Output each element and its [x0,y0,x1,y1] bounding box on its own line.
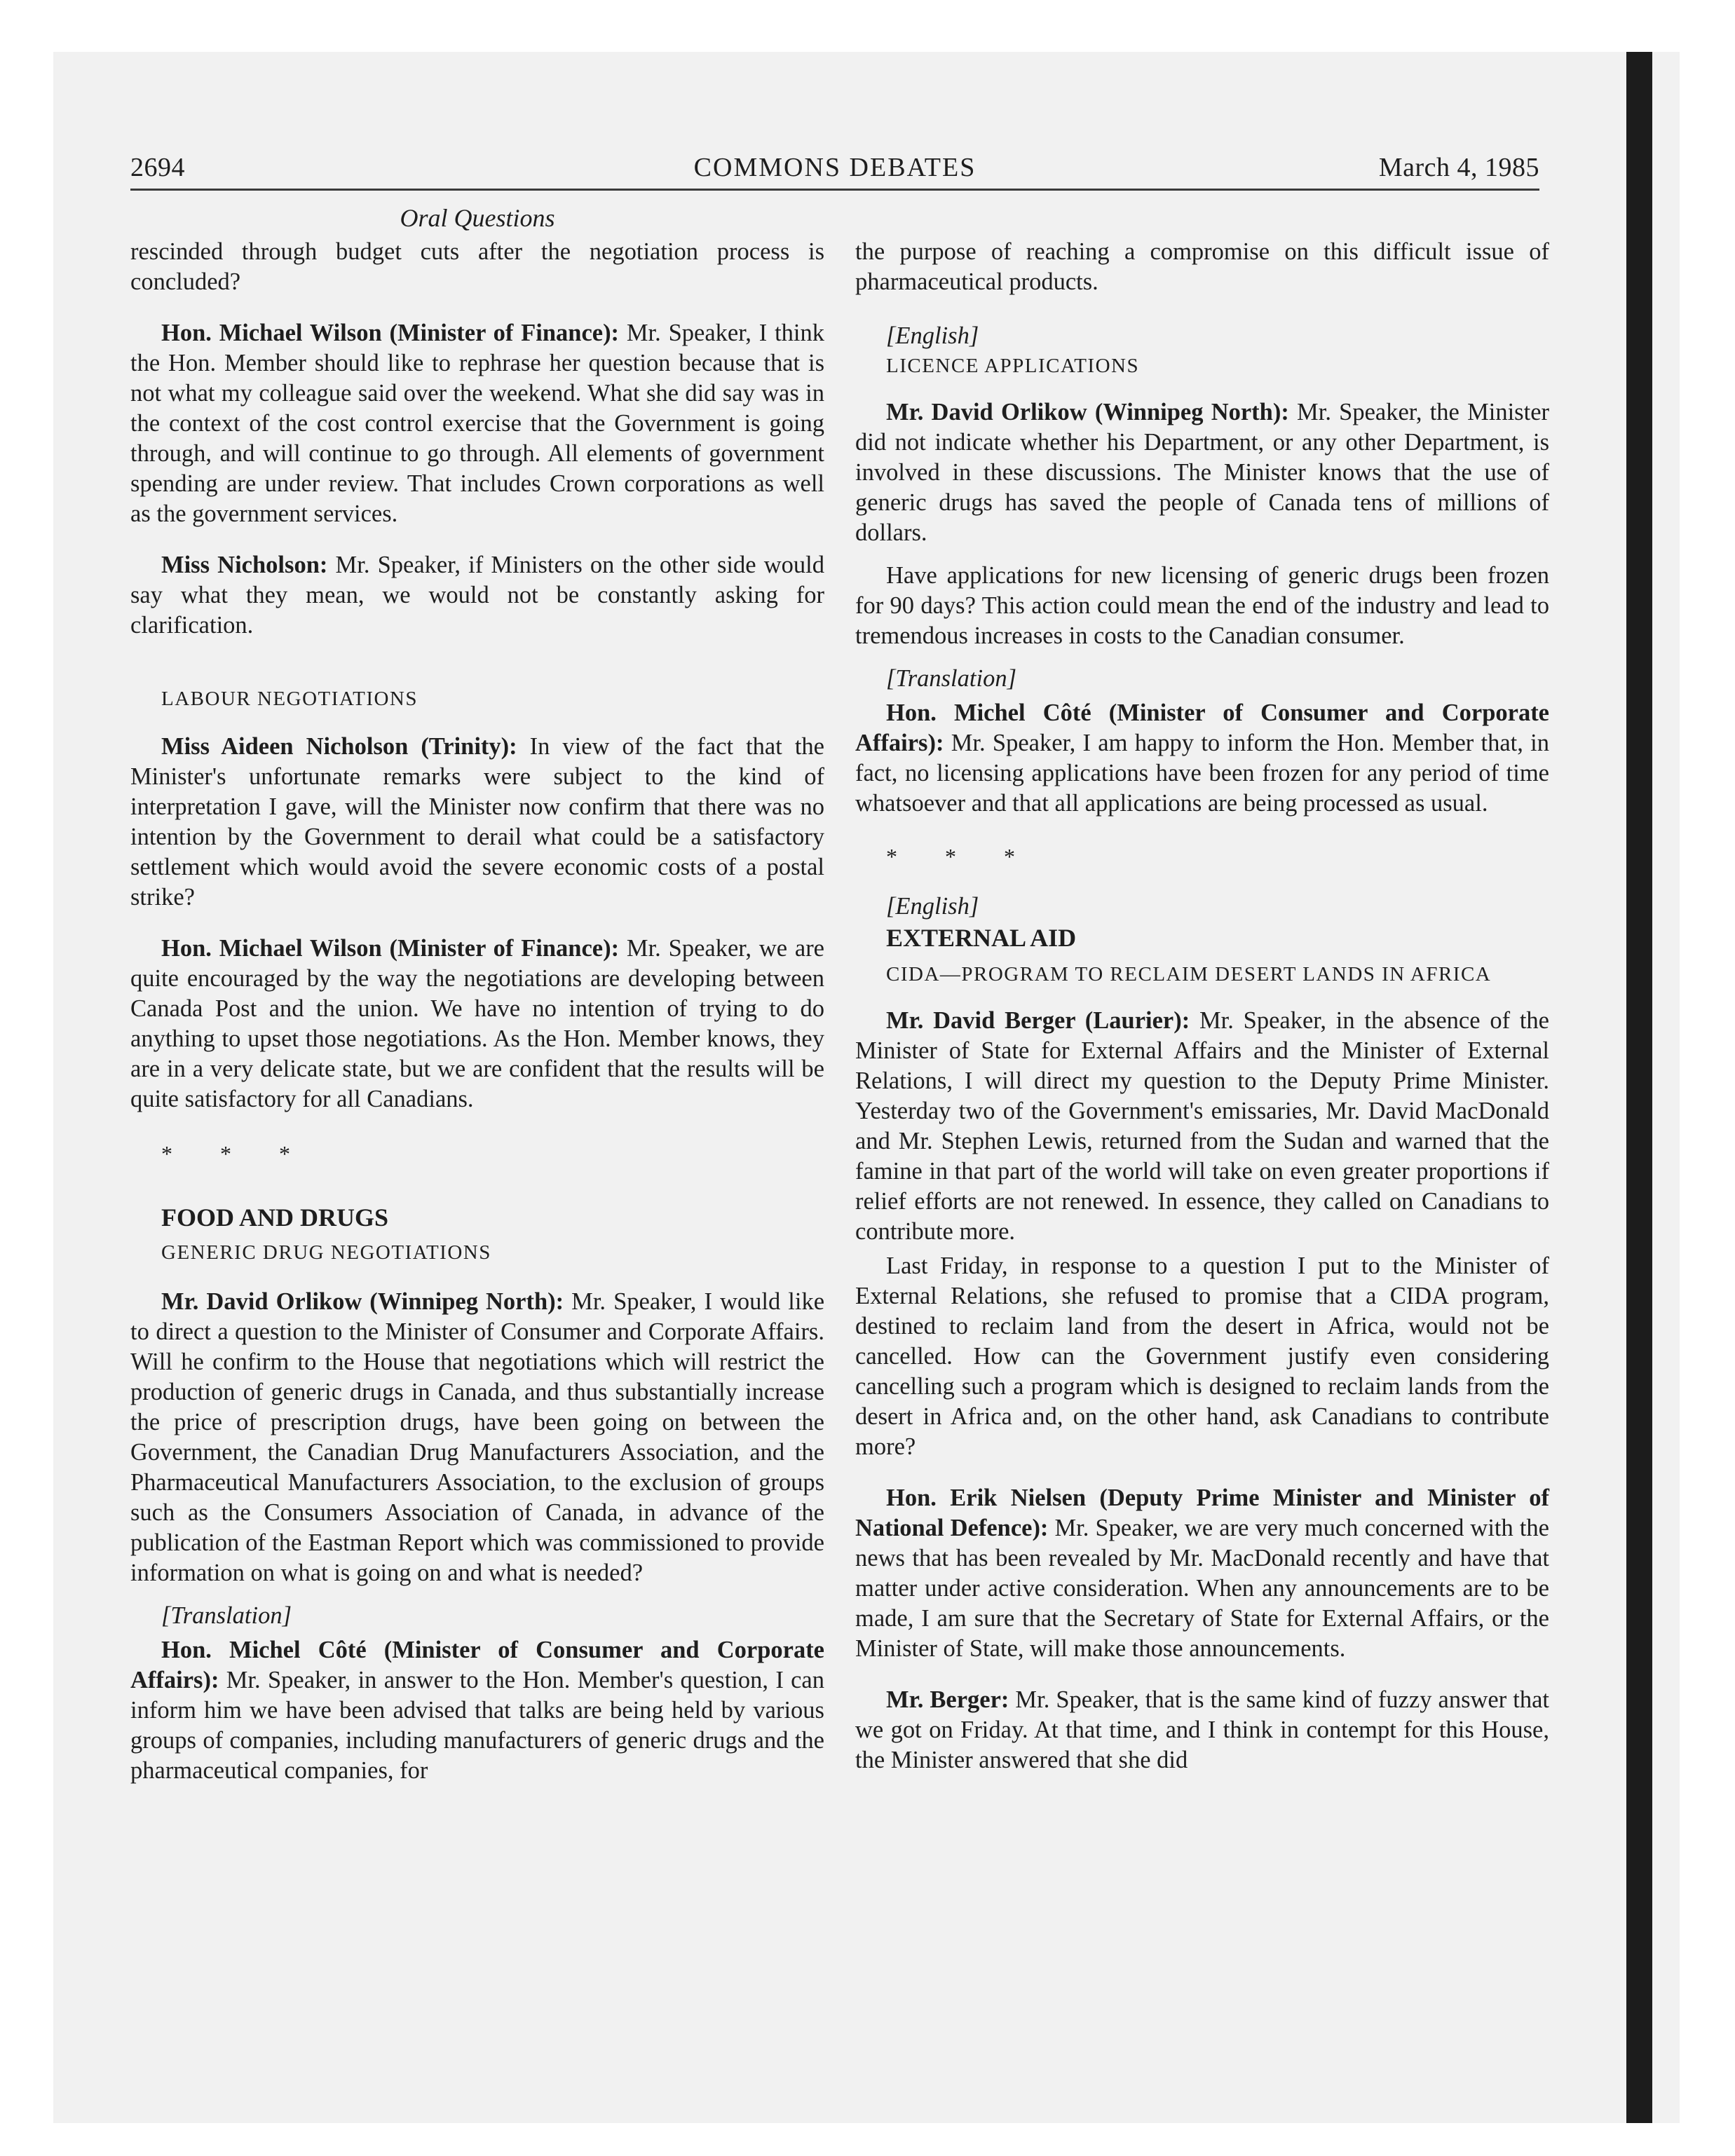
paragraph [130,1287,824,1588]
paragraph [130,550,824,641]
speech-text: Mr. Speaker, we are quite encouraged by the way the negotiations are developing between Canada Post and the union. We have no intention of trying to do anything to upset those negotiations. As the Hon. Member knows, they are in a very delicate state, but we are confident that the results will be quite satisfactory for all Canadians. [130,935,824,1112]
scan-dark-edge [1626,52,1652,2123]
page-header [130,149,1539,191]
speech-text: Mr. Speaker, if Ministers on the other side would say what they mean, we would not be constantly asking for clarification. [130,552,825,639]
speaker-name: Hon. Michael Wilson (Minister of Finance): [161,935,620,962]
paragraph [130,318,824,529]
paragraph [130,1635,824,1786]
speech-text: Mr. Speaker, that is the same kind of fuzzy answer that we got on Friday. At that time, and I think in contempt for this House, the Minister answered that she did [855,1686,1549,1773]
speaker-name: Hon. Michel Côté (Minister of Consumer and Corporate Affairs): [130,1637,824,1693]
issue-date: March 4, 1985 [1378,153,1539,182]
paragraph [130,732,824,913]
paragraph [855,698,1549,819]
paragraph: Last Friday, in response to a question I put to the Minister of External Relations, she refused to promise that a CIDA program, destined to reclaim land from the desert in Africa, would not be cancelled. How can the Government justify even considering cancelling such a program which is designed to reclaim lands from the desert in Africa and, on the other hand, ask Canadians to contribute more? [855,1253,1549,1460]
language-note: [English] [886,893,979,920]
paragraph: Have applications for new licensing of generic drugs been frozen for 90 days? This action could mean the end of the industry and lead to tremendous increases in costs to the Canadian consumer. [855,562,1549,649]
speech-text: Mr. Speaker, I am happy to inform the Hon. Member that, in fact, no licensing applications have been frozen for any period of time whatsoever and that all applications are being processed as usual. [855,730,1549,817]
section-label: Oral Questions [400,204,555,232]
left-column [130,237,824,1786]
paragraph [855,397,1549,548]
paragraph [855,1685,1549,1775]
speech-text: Mr. Speaker, I think the Hon. Member should like to rephrase her question because that is not what my colleague said over the weekend. What she did say was in the context of the cost control exercise that the Government is going through, and will continue to go through. All elements of government spending are under review. That includes Crown corporations as well as the government services. [130,320,824,527]
subheading: LABOUR NEGOTIATIONS [161,688,419,710]
language-note: [English] [886,322,979,349]
speaker-name: Mr. Berger: [886,1686,1009,1713]
paragraph: rescinded through budget cuts after the negotiation process is concluded? [130,238,824,295]
speaker-name: Mr. David Orlikow (Winnipeg North): [886,399,1289,425]
paragraph [130,934,824,1114]
subheading: GENERIC DRUG NEGOTIATIONS [161,1241,491,1264]
section-heading: EXTERNAL AID [886,924,1077,952]
speech-text: Mr. Speaker, in the absence of the Minister of State for External Affairs and the Minister of External Relations, I will direct my question to the Deputy Prime Minister. Yesterday two of the Government's emissaries, Mr. David MacDonald and Mr. Stephen Lewis, returned from the Sudan and warned that the famine in that part of the world will take on even greater proportions if relief efforts are not renewed. In essence, they called on Canadians to contribute more. [855,1007,1549,1245]
speech-text: Mr. Speaker, in answer to the Hon. Member's question, I can inform him we have been advised that talks are being held by various groups of companies, including manufacturers of generic drugs and the pharmaceutical companies, for [130,1667,824,1784]
speaker-name: Hon. Michael Wilson (Minister of Finance): [161,320,620,346]
subheading: LICENCE APPLICATIONS [886,355,1140,377]
section-separator: * * * [886,844,1036,869]
speech-text: Mr. Speaker, we are very much concerned with the news that has been revealed by Mr. MacDonald recently and have that matter under active consideration. When any announcements are to be made, I am sure that the Secretary of State for External Affairs, or the Minister of State, will make those announcements. [855,1515,1549,1662]
language-note: [Translation] [886,665,1016,692]
speaker-name: Hon. Erik Nielsen (Deputy Prime Minister and Minister of National Defence): [855,1485,1549,1541]
section-separator: * * * [161,1141,311,1166]
speech-text: Mr. Speaker, the Minister did not indicate whether his Department, or any other Department, is involved in these discussions. The Minister knows that the use of generic drugs has saved the people of Canada tens of millions of dollars. [855,399,1549,546]
speaker-name: Mr. David Orlikow (Winnipeg North): [161,1288,564,1315]
subheading: CIDA—PROGRAM TO RECLAIM DESERT LANDS IN AFRICA [886,963,1492,985]
section-heading: FOOD AND DRUGS [161,1203,389,1231]
paragraph [855,1483,1549,1664]
publication-title: COMMONS DEBATES [693,153,977,182]
right-column [855,237,1549,1775]
speaker-name: Mr. David Berger (Laurier): [886,1007,1190,1034]
speech-text: In view of the fact that the Minister's unfortunate remarks were subject to the kind of interpretation I gave, will the Minister now confirm that there was no intention by the Government to derail what could be a satisfactory settlement which would avoid the severe economic costs of a postal strike? [130,733,824,910]
speaker-name: Miss Aideen Nicholson (Trinity): [161,733,517,760]
speaker-name: Hon. Michel Côté (Minister of Consumer and Corporate Affairs): [855,700,1549,756]
paragraph: the purpose of reaching a compromise on this difficult issue of pharmaceutical products. [855,238,1549,295]
speech-text: Mr. Speaker, I would like to direct a question to the Minister of Consumer and Corporate Affairs. Will he confirm to the House that negotiations which will restrict the production of generic drugs in Canada, and thus substantially increase the price of prescription drugs, have been going on between the Government, the Canadian Drug Manufacturers Association, and the Pharmaceutical Manufacturers Association, to the exclusion of groups such as the Consumers Association of Canada, in advance of the publication of the Eastman Report which was commissioned to provide information on what is going on and what is needed? [130,1288,825,1586]
language-note: [Translation] [161,1602,292,1629]
paragraph [855,1006,1549,1247]
page-number: 2694 [130,153,185,182]
speaker-name: Miss Nicholson: [161,552,328,578]
